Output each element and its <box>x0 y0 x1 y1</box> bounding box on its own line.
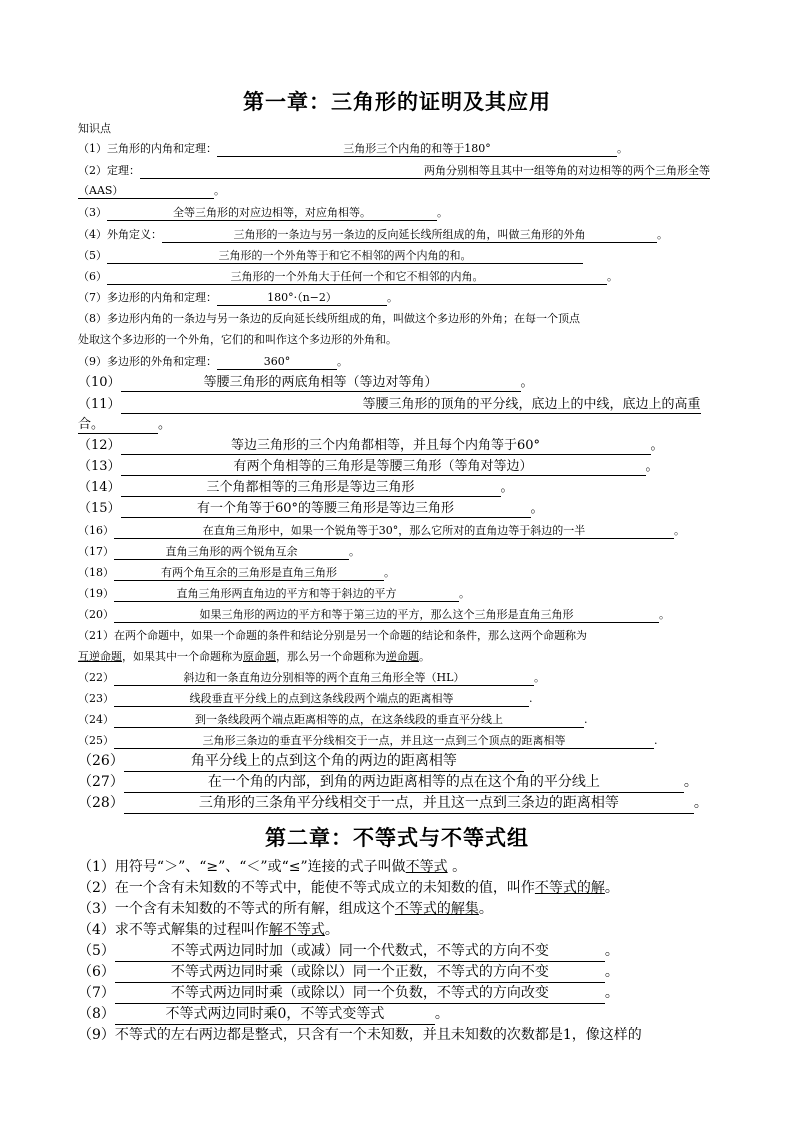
item-answer: 有一个角等于60°的等腰三角形是等边三角形 <box>121 501 531 518</box>
item-27 <box>78 772 723 793</box>
item-22 <box>78 668 723 687</box>
item-suffix: 。 <box>384 566 395 579</box>
item-suffix: 。 <box>604 964 619 980</box>
item-answer: 如果三角形的两边的平方和等于第三边的平方，那么这个三角形是直角三角形 <box>114 608 659 623</box>
item-answer: 三角形的三条角平分线相交于一点，并且这一点到三条边的距离相等 <box>124 795 694 814</box>
item-answer: 等边三角形的三个内角都相等，并且每个内角等于60° <box>121 438 651 455</box>
item-19 <box>78 584 723 603</box>
item-suffix: 。 <box>520 375 534 390</box>
item-answer: 斜边和一条直角边分别相等的两个直角三角形全等（HL） <box>114 671 534 686</box>
item-suffix: 。 <box>324 922 339 938</box>
item-10 <box>78 373 723 393</box>
item-16 <box>78 521 723 540</box>
item-2-continued <box>78 181 723 200</box>
item-suffix: 。 <box>158 417 172 432</box>
item-answer: 在直角三角形中，如果一个锐角等于30°，那么它所对的直角边等于斜边的一半 <box>114 524 674 539</box>
item-13 <box>78 457 723 477</box>
item-text: 多边形内角的一条边与另一条边的反向延长线所组成的角，叫做这个多边形的外角；在每一个顶点 <box>107 312 580 325</box>
item-suffix: 。 <box>607 270 618 283</box>
item-answer: 不等式两边同时乘（或除以）同一个正数，不等式的方向不变 <box>115 964 605 983</box>
item-suffix: 。 <box>604 943 619 959</box>
item-answer: 有两个角相等的三角形是等腰三角形（等角对等边） <box>121 459 646 476</box>
item-suffix: 。 <box>659 608 670 621</box>
item-term: 不等式的解集 <box>394 901 479 917</box>
item-answer: 360° <box>217 355 337 370</box>
item-prefix: （9）多边形的外角和定理： <box>78 355 217 368</box>
item-prefix: （10） <box>78 375 121 390</box>
item-text: （4）求不等式解集的过程叫作 <box>78 922 269 938</box>
item-suffix: 。 <box>604 880 619 896</box>
item-suffix: . <box>584 713 588 726</box>
item-text: （2）在一个含有未知数的不等式中，能使不等式成立的未知数的值，叫作 <box>78 880 535 896</box>
term-original: 原命题 <box>243 650 276 663</box>
section-label: 知识点 <box>78 122 111 135</box>
item-prefix: （14） <box>78 480 121 495</box>
item-4 <box>78 225 723 244</box>
item-answer-continued: 合。 <box>78 417 158 434</box>
item-prefix: （18） <box>78 566 114 579</box>
item-answer: 三角形的一个外角等于和它不相邻的两个内角的和。 <box>107 249 583 264</box>
item-answer: 有两个角互余的三角形是直角三角形 <box>114 566 384 581</box>
item-suffix: 。 <box>447 859 467 875</box>
ch2-item-2 <box>78 878 723 899</box>
ch2-item-9: （9）不等式的左右两边都是整式，只含有一个未知数，并且未知数的次数都是1，像这样的 <box>78 1027 642 1043</box>
item-prefix: （8） <box>78 312 107 325</box>
item-suffix: 。 <box>650 438 664 453</box>
item-suffix: 。 <box>337 355 348 368</box>
item-8 <box>78 309 723 328</box>
item-prefix: （8） <box>78 1006 115 1022</box>
item-prefix: （23） <box>78 692 114 705</box>
item-suffix: 。 <box>459 587 470 600</box>
item-21 <box>78 626 723 645</box>
term-converse: 互逆命题 <box>78 650 122 663</box>
item-answer: 两角分别相等且其中一组等角的对边相等的两个三角形全等 <box>140 164 710 179</box>
item-6 <box>78 267 723 286</box>
item-suffix: 。 <box>645 459 659 474</box>
item-prefix: （13） <box>78 459 121 474</box>
item-prefix: （11） <box>78 397 121 412</box>
item-prefix: （28） <box>78 795 124 811</box>
item-answer: 直角三角形两直角边的平方和等于斜边的平方 <box>114 587 459 602</box>
item-answer: 在一个角的内部，到角的两边距离相等的点在这个角的平分线上 <box>124 774 684 793</box>
item-prefix: （1）三角形的内角和定理： <box>78 142 217 155</box>
item-9 <box>78 352 723 371</box>
item-answer: 三角形三个内角的和等于180° <box>217 142 617 157</box>
item-suffix: 。 <box>419 650 430 663</box>
item-prefix: （3） <box>78 206 107 219</box>
item-suffix: 。 <box>683 774 698 790</box>
item-answer: 三个角都相等的三角形是等边三角形 <box>121 480 501 497</box>
item-suffix: 。 <box>478 901 493 917</box>
item-prefix: （5） <box>78 943 115 959</box>
item-suffix: 。 <box>434 1006 449 1022</box>
item-answer: 角平分线上的点到这个角的两边的距离相等 <box>124 753 524 772</box>
item-term: 不等式的解 <box>534 880 605 896</box>
item-prefix: （7）多边形的内角和定理： <box>78 291 217 304</box>
item-21-continued <box>78 647 723 666</box>
item-answer: 不等式两边同时乘0，不等式变等式 <box>115 1006 435 1025</box>
item-answer: 不等式两边同时加（或减）同一个代数式，不等式的方向不变 <box>115 943 605 962</box>
item-26 <box>78 751 723 772</box>
item-answer: 三角形的一条边与另一条边的反向延长线所组成的角，叫做三角形的外角 <box>162 228 657 243</box>
item-prefix: （2）定理： <box>78 164 140 177</box>
item-answer: 等腰三角形的两底角相等（等边对等角） <box>121 375 521 392</box>
item-prefix: （27） <box>78 774 124 790</box>
item-suffix: 。 <box>604 985 619 1001</box>
item-answer: 三角形的一个外角大于任何一个和它不相邻的内角。 <box>107 270 607 285</box>
item-text: （3）一个含有未知数的不等式的所有解，组成这个 <box>78 901 395 917</box>
item-prefix: （26） <box>78 753 124 769</box>
item-text: （1）用符号“＞”、“≥”、“＜”或“≤”连接的式子叫做 <box>78 859 406 875</box>
item-25 <box>78 731 723 750</box>
item-prefix: （12） <box>78 438 121 453</box>
item-term: 解不等式 <box>268 922 325 938</box>
item-prefix: （7） <box>78 985 115 1001</box>
item-11 <box>78 395 723 415</box>
item-prefix: （21） <box>78 629 114 642</box>
item-answer: 全等三角形的对应边相等，对应角相等。 <box>107 206 437 221</box>
item-prefix: （25） <box>78 734 114 747</box>
item-suffix: 。 <box>657 228 668 241</box>
chapter-1-title: 第一章：三角形的证明及其应用 <box>243 89 551 114</box>
item-text: ，那么另一个命题称为 <box>276 650 386 663</box>
item-18 <box>78 563 723 582</box>
item-20 <box>78 605 723 624</box>
item-prefix: （5） <box>78 249 107 262</box>
item-prefix: （20） <box>78 608 114 621</box>
item-answer: 不等式两边同时乘（或除以）同一个负数，不等式的方向改变 <box>115 985 605 1004</box>
item-28 <box>78 793 723 814</box>
item-23 <box>78 689 723 708</box>
ch2-item-3 <box>78 899 723 920</box>
item-answer: 180°·（n−2） <box>217 291 387 306</box>
item-3 <box>78 203 723 222</box>
item-suffix: 。 <box>437 206 448 219</box>
item-prefix: （15） <box>78 501 121 516</box>
item-prefix: （17） <box>78 545 114 558</box>
ch2-item-7 <box>78 983 723 1004</box>
item-suffix: 。 <box>214 184 225 197</box>
item-text: ，如果其中一个命题称为 <box>122 650 243 663</box>
item-17 <box>78 542 723 561</box>
item-suffix: 。 <box>530 501 544 516</box>
item-5 <box>78 246 723 265</box>
item-1 <box>78 139 723 158</box>
item-suffix: . <box>654 734 658 747</box>
item-7 <box>78 288 723 307</box>
item-suffix: 。 <box>500 480 514 495</box>
item-prefix: （24） <box>78 713 114 726</box>
item-answer: 线段垂直平分线上的点到这条线段两个端点的距离相等 <box>114 692 529 707</box>
item-suffix: 。 <box>349 545 360 558</box>
term-inverse: 逆命题 <box>386 650 419 663</box>
item-suffix: 。 <box>674 524 685 537</box>
item-suffix: 。 <box>387 291 398 304</box>
item-2 <box>78 161 723 180</box>
ch2-item-5 <box>78 941 723 962</box>
ch2-item-6 <box>78 962 723 983</box>
item-15 <box>78 499 723 519</box>
item-24 <box>78 710 723 729</box>
item-prefix: （4）外角定义： <box>78 228 162 241</box>
item-suffix: 。 <box>693 795 708 811</box>
ch2-item-4 <box>78 920 723 941</box>
item-text: 在两个命题中，如果一个命题的条件和结论分别是另一个命题的结论和条件，那么这两个命题称为 <box>114 629 587 642</box>
item-8-continued: 处取这个多边形的一个外角，它们的和叫作这个多边形的外角和。 <box>78 333 397 346</box>
item-12 <box>78 436 723 456</box>
item-prefix: （6） <box>78 964 115 980</box>
item-prefix: （6） <box>78 270 107 283</box>
item-suffix: . <box>529 692 533 705</box>
item-term: 不等式 <box>405 859 448 875</box>
item-answer: 到一条线段两个端点距离相等的点，在这条线段的垂直平分线上 <box>114 713 584 728</box>
item-suffix: 。 <box>617 142 628 155</box>
ch2-item-1 <box>78 857 723 878</box>
ch2-item-8 <box>78 1004 723 1025</box>
item-prefix: （19） <box>78 587 114 600</box>
item-answer: 等腰三角形的顶角的平分线，底边上的中线，底边上的高重 <box>121 397 701 414</box>
item-answer-continued: （AAS） <box>78 184 214 199</box>
item-answer: 三角形三条边的垂直平分线相交于一点，并且这一点到三个顶点的距离相等 <box>114 734 654 749</box>
chapter-2-title: 第二章：不等式与不等式组 <box>265 825 529 850</box>
item-11-continued <box>78 415 723 435</box>
item-prefix: （22） <box>78 671 114 684</box>
item-prefix: （16） <box>78 524 114 537</box>
item-answer: 直角三角形的两个锐角互余 <box>114 545 349 560</box>
item-suffix: 。 <box>534 671 545 684</box>
item-14 <box>78 478 723 498</box>
